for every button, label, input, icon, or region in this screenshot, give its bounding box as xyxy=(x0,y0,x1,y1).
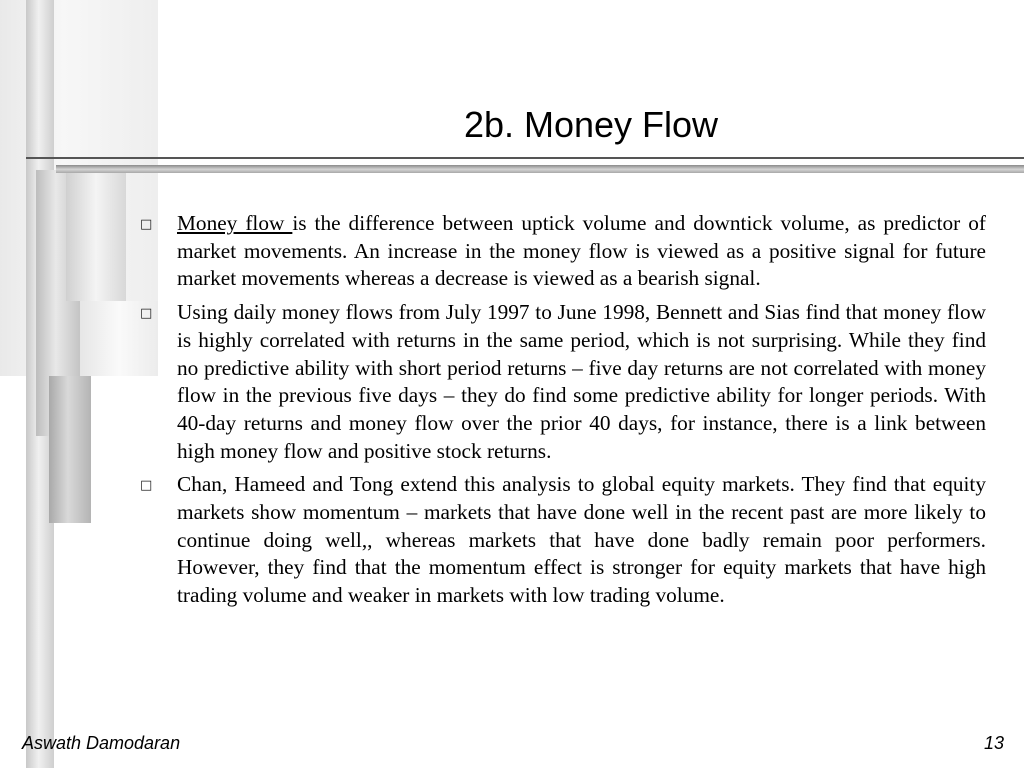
decor-bar-dark xyxy=(49,376,91,523)
bullet-text: Using daily money flows from July 1997 to June 1998, Bennett and Sias find that money flow is highly correlated with returns in the same period, which is not surprising. While they find no predictive ability with short period returns – five day returns are not correlated with money flow in the previous five days – they do find some predictive ability for longer periods. With 40-day returns and money flow over the prior 40 days, for instance, there is a link between high money flow and positive stock returns. xyxy=(177,300,986,463)
bullet-square-icon: □ xyxy=(140,306,153,322)
slide-title: 2b. Money Flow xyxy=(463,104,719,145)
bullet-text: Chan, Hameed and Tong extend this analysis to global equity markets. They find that equity markets show momentum – markets that have done well in the recent past are more likely to continue doing well,, whereas markets that have done badly remain poor performers. However, they find that the momentum effect is stronger for equity markets that have high trading volume and weaker in markets with low trading volume. xyxy=(177,472,986,608)
bullet-item xyxy=(140,471,986,610)
bullet-square-icon: □ xyxy=(140,478,153,494)
footer-author: Aswath Damodaran xyxy=(22,733,181,753)
bullet-body: is the difference between uptick volume and downtick volume, as predictor of market movements. An increase in the money flow is viewed as a positive signal for future market movements whereas a decrease is viewed as a bearish signal. xyxy=(177,211,986,291)
bullet-item xyxy=(140,210,986,293)
title-divider-thin xyxy=(26,157,1024,159)
bullet-term: Money flow xyxy=(177,211,293,235)
bullet-list xyxy=(140,210,986,616)
title-divider-thick xyxy=(56,165,1024,173)
decor-bar-light xyxy=(66,170,126,301)
bullet-square-icon: □ xyxy=(140,217,153,232)
bullet-item xyxy=(140,299,986,465)
bullet-text xyxy=(177,210,986,293)
page-number: 13 xyxy=(983,733,1004,753)
